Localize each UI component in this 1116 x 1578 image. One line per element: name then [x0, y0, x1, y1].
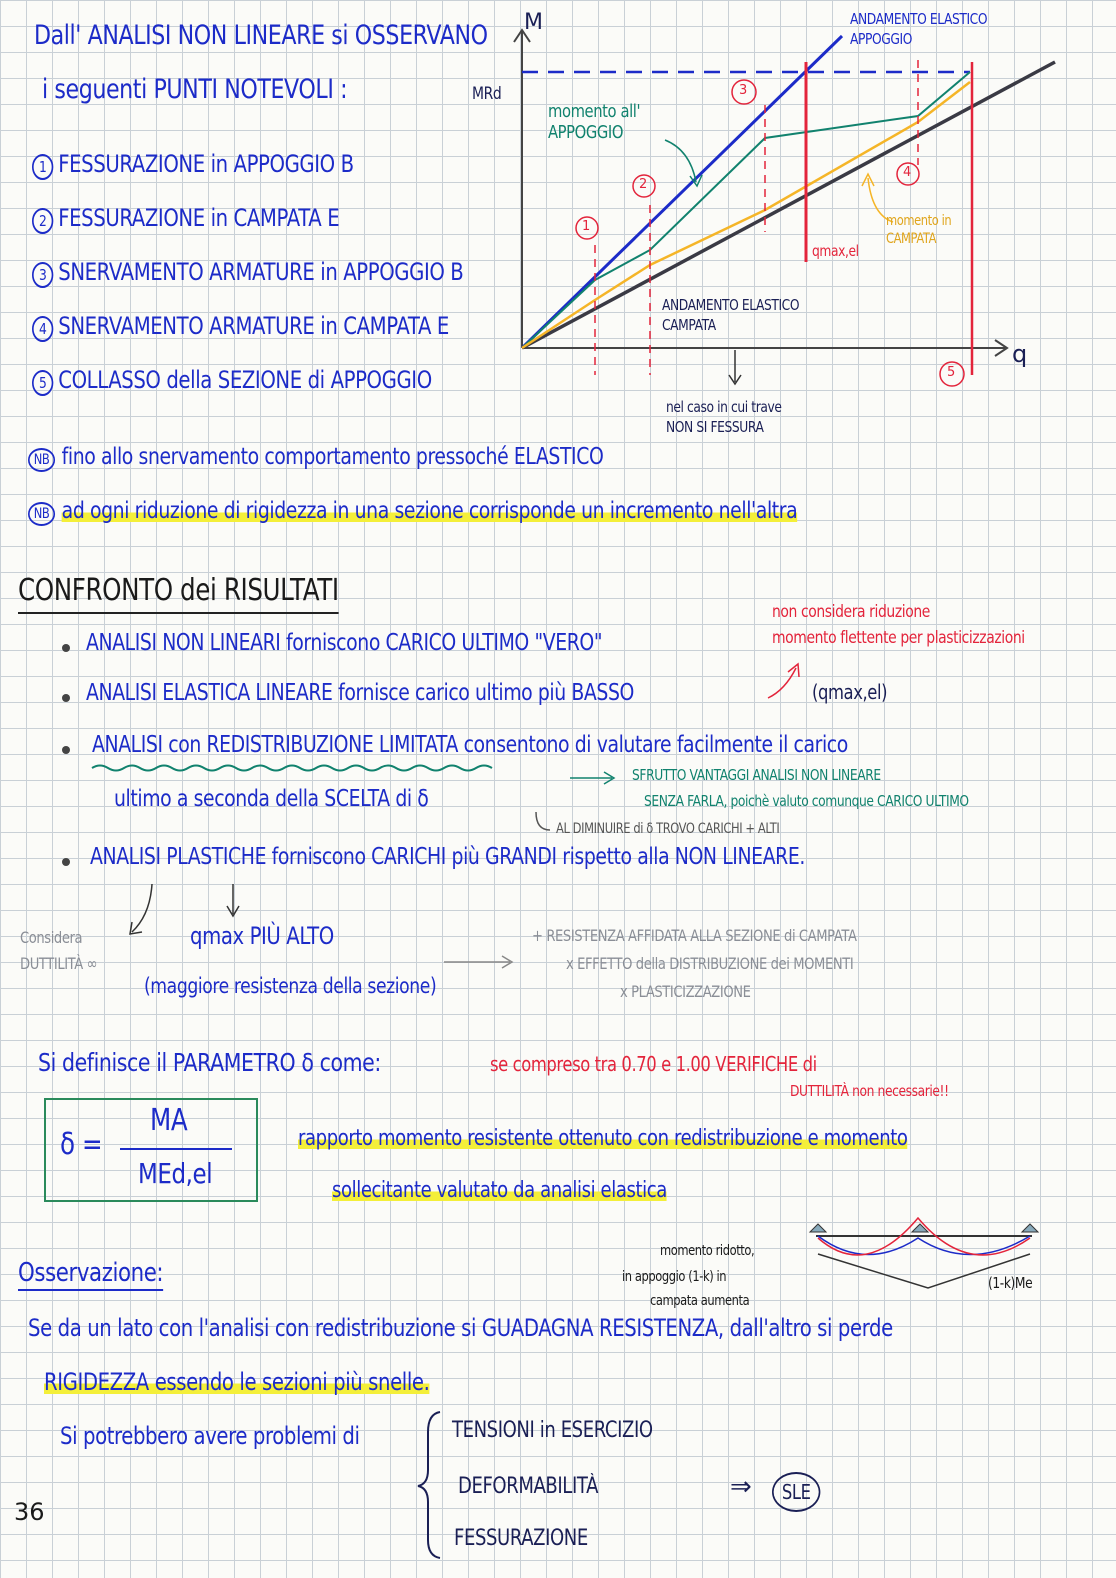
support-moment-label: momento all' APPOGGIO	[548, 101, 641, 143]
point-number: 1	[32, 154, 53, 180]
considera-2: DUTTILITÀ ∞	[20, 954, 98, 973]
diagram-note-1: momento ridotto,	[660, 1243, 755, 1259]
greater-resistance-note: (maggiore resistenza della sezione)	[144, 974, 437, 998]
plastic-gray-2: x EFFETTO della DISTRIBUZIONE dei MOMENTI	[566, 954, 854, 973]
plastic-gray-3: x PLASTICIZZAZIONE	[620, 982, 751, 1001]
sle-badge: SLE	[772, 1472, 820, 1512]
considera-1: Considera	[20, 928, 83, 947]
marker-5-label: 5	[947, 365, 956, 380]
qmax-higher: qmax PIÙ ALTO	[190, 922, 334, 950]
diagram-note-2: in appoggio (1-k) in	[622, 1269, 727, 1285]
point-text: SNERVAMENTO ARMATURE in APPOGGIO B	[58, 258, 464, 286]
point-text: FESSURAZIONE in APPOGGIO B	[58, 150, 354, 178]
teal-note-1: SFRUTTO VANTAGGI ANALISI NON LINEARE	[632, 766, 881, 784]
formula-denominator: MEd,el	[138, 1157, 213, 1190]
point-text: FESSURAZIONE in CAMPATA E	[58, 204, 340, 232]
elastic-span-label: ANDAMENTO ELASTICO CAMPATA	[662, 296, 800, 334]
formula-lhs: δ =	[60, 1127, 103, 1162]
qmax-el-label: qmax,el	[812, 242, 859, 260]
confronto-bullet-4: ANALISI PLASTICHE forniscono CARICHI più GRANDI rispetto alla NON LINEARE.	[90, 844, 805, 870]
plastic-gray-1: + RESISTENZA AFFIDATA ALLA SEZIONE di CAMPATA	[532, 926, 857, 945]
nb-badge: NB	[28, 448, 55, 472]
delta-desc-1: rapporto momento resistente ottenuto con redistribuzione e momento	[298, 1126, 908, 1151]
problem-item-3: FESSURAZIONE	[454, 1526, 588, 1551]
elastic-support-label: ANDAMENTO ELASTICO APPOGGIO	[850, 10, 988, 48]
marker-2-label: 2	[639, 177, 648, 192]
point-text: COLLASSO della SEZIONE di APPOGGIO	[58, 366, 432, 394]
problem-item-1: TENSIONI in ESERCIZIO	[452, 1418, 653, 1443]
marker-3-label: 3	[739, 83, 748, 98]
delta-red-note-1: se compreso tra 0.70 e 1.00 VERIFICHE di	[490, 1052, 817, 1076]
confronto-bullet-2: ANALISI ELASTICA LINEARE fornisce carico ultimo più BASSO	[86, 680, 634, 706]
osservazione-title: Osservazione:	[18, 1260, 163, 1291]
page-number: 36	[14, 1498, 45, 1526]
point-number: 2	[32, 208, 53, 234]
confronto-title: CONFRONTO dei RISULTATI	[18, 576, 339, 614]
diagram-label-1-k-me: (1-k)Me	[988, 1274, 1033, 1292]
red-note-1: non considera riduzione	[772, 602, 930, 622]
oss-line-2: RIGIDEZZA essendo le sezioni più snelle.	[44, 1368, 430, 1396]
no-crack-note: nel caso in cui trave NON SI FESSURA	[666, 398, 782, 436]
oss-line-3: Si potrebbero avere problemi di	[60, 1422, 360, 1450]
confronto-bullet-3b: ultimo a seconda della SCELTA di δ	[114, 786, 429, 812]
problem-item-2: DEFORMABILITÀ	[458, 1474, 599, 1499]
red-note-2: momento flettente per plasticizzazioni	[772, 628, 1025, 648]
point-text: SNERVAMENTO ARMATURE in CAMPATA E	[58, 312, 449, 340]
marker-1-label: 1	[582, 219, 591, 234]
delta-definition: Si definisce il PARAMETRO δ come:	[38, 1048, 381, 1077]
mrd-label: MRd	[472, 84, 502, 104]
span-moment-label: momento in CAMPATA	[886, 213, 952, 248]
gray-note: AL DIMINUIRE di δ TROVO CARICHI + ALTI	[556, 821, 780, 837]
diagram-note-3: campata aumenta	[650, 1293, 750, 1309]
delta-desc-2: sollecitante valutato da analisi elastica	[332, 1178, 667, 1203]
teal-note-2: SENZA FARLA, poichè valuto comunque CARICO ULTIMO	[644, 792, 969, 810]
nb-badge: NB	[28, 502, 55, 526]
nb-text-1: fino allo snervamento comportamento pressoché ELASTICO	[61, 444, 604, 470]
qmax-el-note: (qmax,el)	[812, 680, 888, 704]
point-number: 5	[32, 370, 53, 396]
intro-line-1: Dall' ANALISI NON LINEARE si OSSERVANO	[34, 20, 488, 51]
intro-line-2: i seguenti PUNTI NOTEVOLI :	[42, 74, 348, 105]
nb-text-2: ad ogni riduzione di rigidezza in una sezione corrisponde un incremento nell'altra	[61, 498, 798, 524]
marker-4-label: 4	[903, 165, 912, 180]
formula-numerator: MA	[150, 1103, 188, 1138]
x-axis-label: q	[1012, 340, 1028, 368]
confronto-bullet-3: ANALISI con REDISTRIBUZIONE LIMITATA consentono di valutare facilmente il carico	[92, 732, 848, 758]
confronto-bullet-1: ANALISI NON LINEARI forniscono CARICO ULTIMO "VERO"	[86, 630, 603, 656]
y-axis-label: M	[524, 10, 543, 35]
delta-red-note-2: DUTTILITÀ non necessarie!!	[790, 1082, 949, 1100]
oss-line-1: Se da un lato con l'analisi con redistribuzione si GUADAGNA RESISTENZA, dall'altro si perde	[28, 1314, 893, 1342]
implies-arrow: ⇒	[730, 1472, 752, 1502]
point-number: 3	[32, 262, 53, 288]
point-number: 4	[32, 316, 53, 342]
